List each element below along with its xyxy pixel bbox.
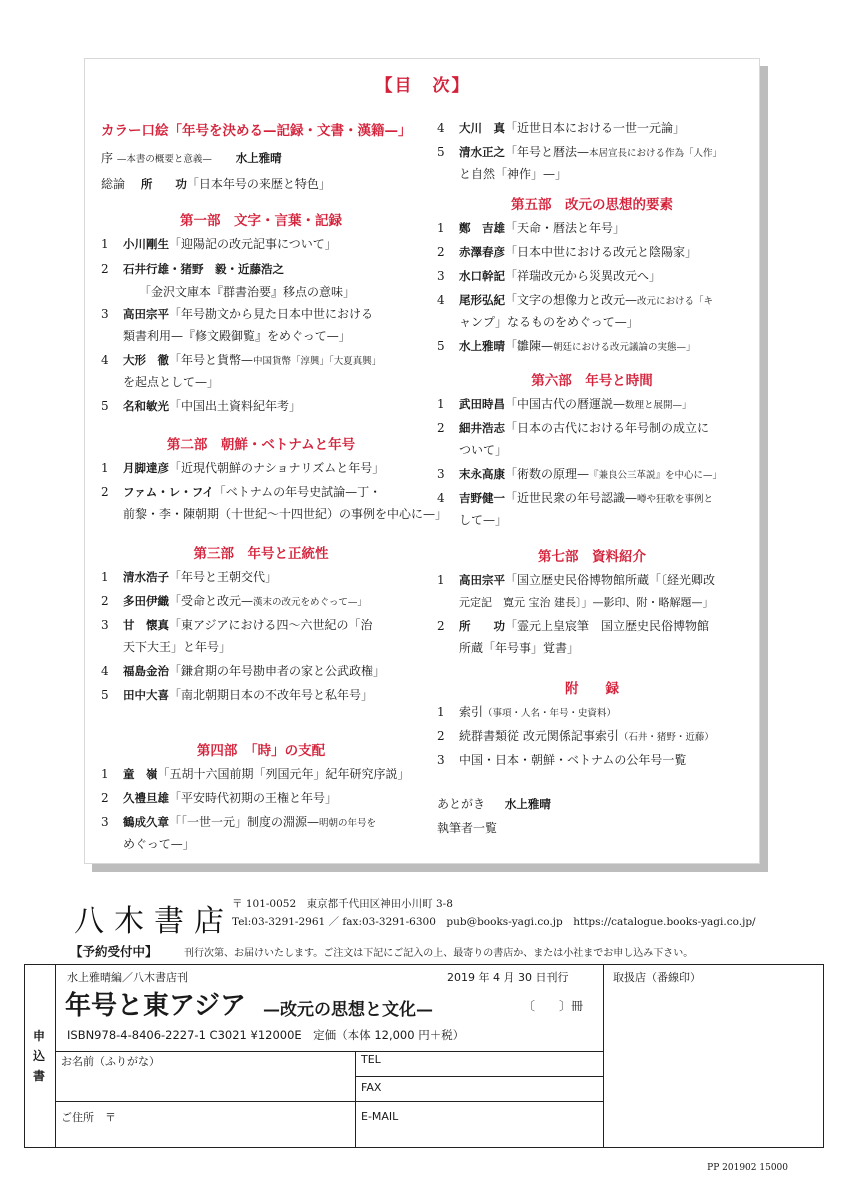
form-divider	[355, 1076, 603, 1077]
form-divider	[55, 1051, 603, 1052]
list-item: 3 水口幹記「祥瑞改元から災異改元へ」	[437, 269, 662, 283]
list-item-continuation: 類書利用—『修文殿御覧』をめぐって—」	[123, 329, 351, 343]
part6-heading: 第六部 年号と時間	[531, 373, 653, 389]
list-item-continuation: 「金沢文庫本『群書治要』移点の意味」	[139, 285, 356, 299]
isbn-price: ISBN978-4-8406-2227-1 C3021 ¥12000E 定価（本体 12,000 円＋税）	[67, 1028, 465, 1042]
publisher-address: 〒 101-0052 東京都千代田区神田小川町 3-8	[232, 898, 453, 910]
list-item-continuation: めぐって—」	[123, 837, 195, 851]
list-item-continuation: 所蔵「年号事」覚書」	[459, 641, 580, 655]
tel-field-label[interactable]: TEL	[361, 1053, 381, 1066]
afterword-entry: あとがき 水上雅晴	[437, 797, 551, 811]
list-item-continuation: ついて」	[459, 443, 508, 457]
form-side-label-2: 込	[33, 1049, 46, 1063]
list-item: 2 赤澤春彦「日本中世における改元と陰陽家」	[437, 245, 698, 259]
list-item: 5 名和敏光「中国出土資料紀年考」	[101, 399, 302, 413]
list-item: 2 細井浩志「日本の古代における年号制の成立に	[437, 421, 710, 435]
color-plate-heading: カラー口絵「年号を決める—記録・文書・漢籍—」	[101, 123, 412, 139]
contributors-entry: 執筆者一覧	[437, 821, 498, 835]
list-item: 5 清水正之「年号と暦法—本居宣長における作為「人作」	[437, 145, 723, 159]
list-item-continuation: 天下大王」と年号」	[123, 640, 232, 654]
list-item: 5 田中大喜「南北朝期日本の不改年号と私年号」	[101, 688, 374, 702]
list-item: 1 鄭 吉雄「天命・暦法と年号」	[437, 221, 626, 235]
list-item-continuation: と自然「神作」—」	[459, 167, 568, 181]
table-of-contents	[84, 58, 760, 864]
name-field-label[interactable]: お名前（ふりがな）	[61, 1055, 160, 1068]
store-stamp-label: 取扱店（番線印）	[613, 971, 701, 984]
list-item: 3 鶴成久章「「一世一元」制度の淵源—明朝の年号を	[101, 815, 377, 829]
list-item: 4 吉野健一「近世民衆の年号認識—噂や狂歌を事例と	[437, 491, 714, 505]
list-item: 1 武田時昌「中国古代の暦運説—数理と展開—」	[437, 397, 692, 411]
toc-title: 【目 次】	[375, 76, 471, 96]
part2-heading: 第二部 朝鮮・ベトナムと年号	[166, 437, 356, 453]
publisher-contact: Tel:03-3291-2961 ／ fax:03-3291-6300 pub@books-yagi.co.jp https://catalogue.books-yagi.co.jp/	[232, 916, 756, 928]
book-editor: 水上雅晴編／八木書店刊	[67, 971, 188, 984]
list-item: 1 清水浩子「年号と王朝交代」	[101, 570, 278, 584]
form-side-label-3: 書	[33, 1069, 46, 1083]
form-divider	[603, 965, 604, 1147]
order-note: 刊行次第、お届けいたします。ご注文は下記にご記入の上、最寄りの書店か、または小社までお申し込み下さい。	[184, 948, 694, 959]
list-item-continuation: ャンプ」なるものをめぐって—」	[459, 315, 639, 329]
list-item: 2 続群書類従 改元関係記事索引（石井・猪野・近藤）	[437, 729, 714, 743]
order-label: 【予約受付中】	[70, 944, 158, 959]
list-item-continuation: して—」	[459, 513, 508, 527]
order-form	[24, 964, 824, 1148]
list-item: 2 久禮旦雄「平安時代初期の王権と年号」	[101, 791, 338, 805]
list-item: 4 尾形弘紀「文字の想像力と改元—改元における「キ	[437, 293, 714, 307]
part3-heading: 第三部 年号と正統性	[193, 546, 329, 562]
overview-entry: 総論 所 功「日本年号の来歴と特色」	[101, 177, 331, 191]
appendix-heading: 附 録	[565, 681, 619, 697]
list-item: 2 石井行雄・猪野 毅・近藤浩之	[101, 262, 284, 276]
email-field-label[interactable]: E-MAIL	[361, 1110, 399, 1123]
publisher-logo: 八木書店	[74, 904, 234, 939]
form-side-label-1: 申	[33, 1029, 46, 1043]
list-item: 1 小川剛生「迎陽記の改元記事について」	[101, 237, 337, 251]
fax-field-label[interactable]: FAX	[361, 1081, 382, 1094]
list-item: 1 童 嶺「五胡十六国前期「列国元年」紀年研究序説」	[101, 767, 410, 781]
list-item-continuation: を起点として—」	[123, 375, 220, 389]
quantity-field[interactable]: 〔 〕冊	[523, 999, 584, 1013]
list-item-continuation: 前黎・李・陳朝期（十世紀～十四世紀）の事例を中心に—」	[123, 507, 448, 521]
part4-heading: 第四部 「時」の支配	[196, 743, 326, 759]
prologue-entry: 序 —本書の概要と意義— 水上雅晴	[101, 151, 282, 165]
part1-heading: 第一部 文字・言葉・記録	[180, 213, 342, 229]
book-title: 年号と東アジア	[65, 991, 246, 1021]
list-item: 2 ファム・レ・フイ「ベトナムの年号史試論—丁・	[101, 485, 382, 499]
publish-date: 2019 年 4 月 30 日刊行	[447, 971, 569, 984]
print-code: PP 201902 15000	[707, 1163, 788, 1173]
list-item: 2 所 功「霊元上皇宸筆 国立歴史民俗博物館	[437, 619, 710, 633]
list-item: 4 大形 徹「年号と貨幣—中国貨幣「淳興」「大夏真興」	[101, 353, 382, 367]
form-divider	[355, 1101, 603, 1102]
part7-heading: 第七部 資料紹介	[538, 549, 646, 565]
list-item: 3 中国・日本・朝鮮・ベトナムの公年号一覧	[437, 753, 687, 767]
list-item: 3 末永高康「術数の原理—『兼良公三革説』を中心に—」	[437, 467, 723, 481]
form-divider	[355, 1051, 356, 1147]
address-field-label[interactable]: ご住所 〒	[61, 1111, 116, 1124]
list-item-continuation: 元定記 寛元 宝治 建長〕」—影印、附・略解題—」	[459, 596, 714, 609]
list-item: 3 甘 懐真「東アジアにおける四～六世紀の「治	[101, 618, 373, 632]
form-divider	[55, 965, 56, 1147]
list-item: 3 高田宗平「年号勘文から見た日本中世における	[101, 307, 374, 321]
part5-heading: 第五部 改元の思想的要素	[511, 197, 673, 213]
book-subtitle: —改元の思想と文化—	[263, 1000, 433, 1020]
list-item: 5 水上雅晴「雛陳—朝廷における改元議論の実態—」	[437, 339, 696, 353]
list-item: 1 月脚達彦「近現代朝鮮のナショナリズムと年号」	[101, 461, 385, 475]
list-item: 4 大川 真「近世日本における一世一元論」	[437, 121, 686, 135]
list-item: 1 索引（事項・人名・年号・史資料）	[437, 705, 617, 719]
list-item: 4 福島金治「鎌倉期の年号勘申者の家と公武政権」	[101, 664, 386, 678]
list-item: 2 多田伊織「受命と改元—漢末の改元をめぐって—」	[101, 594, 367, 608]
list-item: 1 高田宗平「国立歴史民俗博物館所蔵「〔経光卿改	[437, 573, 716, 587]
